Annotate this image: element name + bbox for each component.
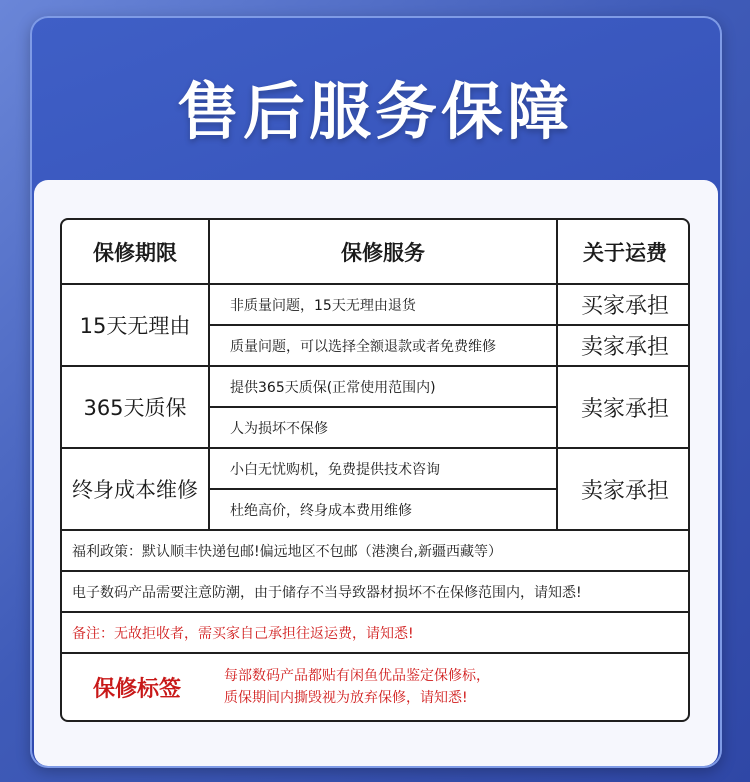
header-shipping: 关于运费 bbox=[583, 240, 667, 265]
page-title: 售后服务保障 bbox=[176, 75, 573, 148]
header-service: 保修服务 bbox=[341, 240, 425, 265]
shipping-seller: 卖家承担 bbox=[580, 335, 669, 360]
period-lifetime: 终身成本维修 bbox=[72, 478, 198, 502]
shipping-seller: 卖家承担 bbox=[580, 478, 669, 504]
service-item: 杜绝高价，终身成本费用维修 bbox=[230, 502, 412, 519]
warranty-label-line2: 质保期间内撕毁视为放弃保修，请知悉! bbox=[224, 690, 468, 706]
service-item: 小白无忧购机，免费提供技术咨询 bbox=[230, 461, 440, 478]
warranty-label-title: 保修标签 bbox=[92, 676, 181, 702]
welfare-policy: 福利政策：默认顺丰快递包邮!偏远地区不包邮（港澳台,新疆西藏等） bbox=[72, 543, 503, 560]
warranty-table bbox=[60, 218, 690, 722]
warranty-label-line1: 每部数码产品都贴有闲鱼优品鉴定保修标， bbox=[224, 668, 490, 684]
service-item: 提供365天质保(正常使用范围内) bbox=[230, 379, 436, 396]
shipping-seller: 卖家承担 bbox=[580, 396, 669, 422]
shipping-buyer: 买家承担 bbox=[580, 294, 669, 319]
moisture-note: 电子数码产品需要注意防潮，由于储存不当导致器材损坏不在保修范围内，请知悉! bbox=[72, 584, 582, 601]
service-item: 非质量问题，15天无理由退货 bbox=[230, 297, 416, 314]
service-item: 人为损坏不保修 bbox=[230, 420, 328, 437]
period-15-days: 15天无理由 bbox=[79, 314, 191, 338]
header-period: 保修期限 bbox=[93, 240, 177, 265]
remark: 备注：无故拒收者，需买家自己承担往返运费，请知悉! bbox=[72, 625, 414, 642]
warranty-label-text bbox=[222, 654, 682, 720]
service-item: 质量问题，可以选择全额退款或者免费维修 bbox=[230, 338, 496, 355]
period-365-days: 365天质保 bbox=[83, 396, 187, 420]
